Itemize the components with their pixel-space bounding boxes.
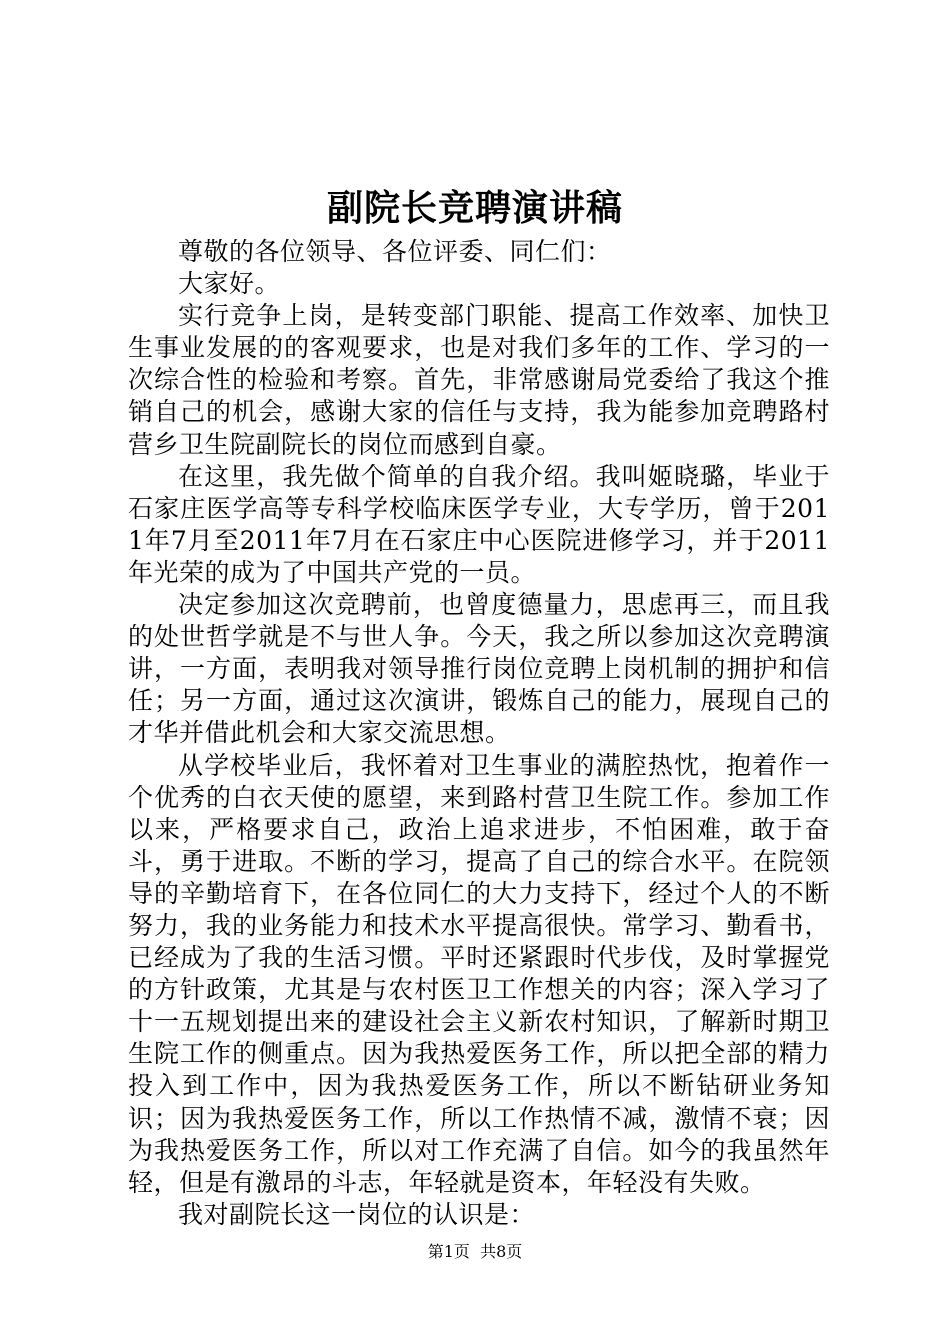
document-body <box>128 236 830 1231</box>
paragraph-motivation: 决定参加这次竞聘前，也曾度德量力，思虑再三，而且我的处世哲学就是不与世人争。今天，我之所以参加这次竞聘演讲，一方面，表明我对领导推行岗位竞聘上岗机制的拥护和信任；另一方面，通过这次演讲，锻炼自己的能力，展现自己的才华并借此机会和大家交流思想。 <box>128 590 830 748</box>
page-title: 副院长竞聘演讲稿 <box>326 187 623 229</box>
page-number: 第1页 <box>427 1242 470 1261</box>
paragraph-self-introduction: 在这里，我先做个简单的自我介绍。我叫姬晓璐，毕业于石家庄医学高等专科学校临床医学专业，大专学历，曾于2011年7月至2011年7月在石家庄中心医院进修学习，并于2011年光荣的成为了中国共产党的一员。 <box>128 461 830 587</box>
paragraph-greeting: 大家好。 <box>178 269 281 299</box>
paragraph-salutation: 尊敬的各位领导、各位评委、同仁们： <box>178 237 612 266</box>
page-total: 共8页 <box>480 1242 523 1261</box>
footer-separator <box>470 1242 480 1261</box>
paragraph-intro: 实行竞争上岗，是转变部门职能、提高工作效率、加快卫生事业发展的的客观要求，也是对我们多年的工作、学习的一次综合性的检验和考察。首先，非常感谢局党委给了我这个推销自己的机会，感谢大家的信任与支持，我为能参加竞聘路村营乡卫生院副院长的岗位而感到自豪。 <box>128 301 830 459</box>
page-footer <box>0 1240 950 1264</box>
paragraph-work-experience: 从学校毕业后，我怀着对卫生事业的满腔热忱，抱着作一个优秀的白衣天使的愿望，来到路村营卫生院工作。参加工作以来，严格要求自己，政治上追求进步，不怕困难，敢于奋斗，勇于进取。不断的学习，提高了自己的综合水平。在院领导的辛勤培育下，在各位同仁的大力支持下，经过个人的不断努力，我的业务能力和技术水平提高很快。常学习、勤看书，已经成为了我的生活习惯。平时还紧跟时代步伐，及时掌握党的方针政策，尤其是与农村医卫工作想关的内容；深入学习了十一五规划提出来的建设社会主义新农村知识，了解新时期卫生院工作的侧重点。因为我热爱医务工作，所以把全部的精力投入到工作中，因为我热爱医务工作，所以不断钻研业务知识；因为我热爱医务工作，所以工作热情不减，激情不衰；因为我热爱医务工作，所以对工作充满了自信。如今的我虽然年轻，但是有激昂的斗志，年轻就是资本，年轻没有失败。 <box>128 750 830 1197</box>
paragraph-position-understanding: 我对副院长这一岗位的认识是： <box>178 1199 536 1229</box>
